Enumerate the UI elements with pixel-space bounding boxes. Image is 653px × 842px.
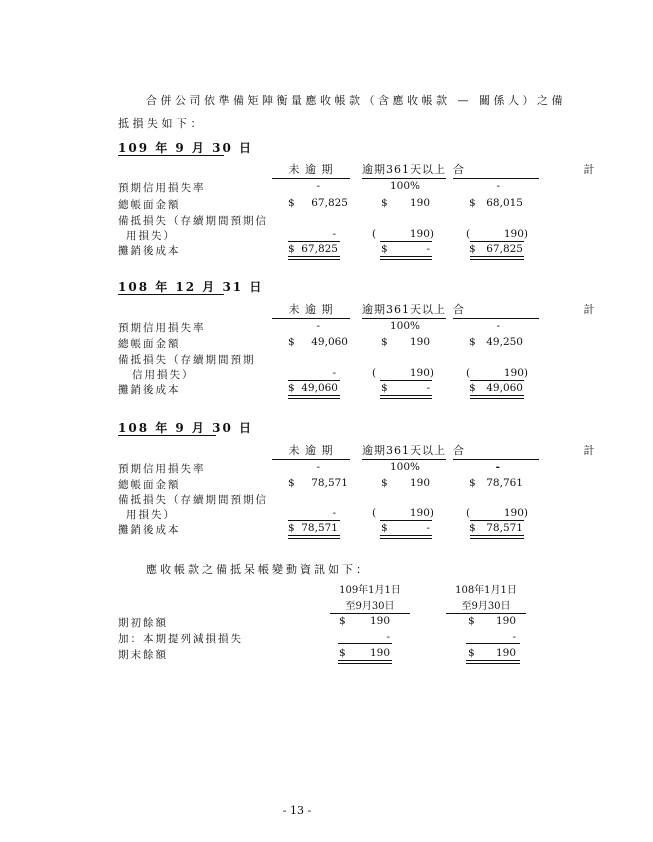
currency-sign: $ xyxy=(469,336,476,348)
value-allow-1: - xyxy=(332,507,336,519)
total-double-rule xyxy=(470,395,524,399)
value-allow-1: - xyxy=(332,228,336,240)
value-gross-2: 190 xyxy=(409,197,430,209)
intro-line-2: 抵損失如下： xyxy=(118,117,205,130)
value-gross-2: 190 xyxy=(409,336,430,348)
currency-sign: $ xyxy=(339,647,346,659)
header-overdue-361: 逾期361天以上 xyxy=(362,442,446,460)
row-label-allowance-cont: 用損失） xyxy=(126,509,176,521)
movement-col1-line2: 至9月30日 xyxy=(330,597,410,614)
total-double-rule xyxy=(380,395,432,399)
row-label-gross: 總帳面金額 xyxy=(118,338,181,350)
currency-sign: $ xyxy=(288,522,295,534)
total-double-rule xyxy=(466,660,520,664)
value-gross-1: 49,060 xyxy=(311,336,348,348)
value-allow-2: 190) xyxy=(409,507,434,519)
value-rate-1: - xyxy=(316,320,320,332)
row-label-allowance-cont: 信用損失） xyxy=(132,369,195,381)
currency-sign: $ xyxy=(288,336,295,348)
value-net-2: - xyxy=(426,522,430,534)
header-overdue-361: 逾期361天以上 xyxy=(362,161,446,179)
movement-opening-2: 190 xyxy=(495,615,516,627)
currency-sign: $ xyxy=(381,382,388,394)
row-label-rate: 預期信用損失率 xyxy=(118,322,206,334)
currency-sign: $ xyxy=(288,382,295,394)
currency-sign: $ xyxy=(469,243,476,255)
total-double-rule xyxy=(288,256,340,260)
row-label-allowance: 備抵損失（存續期間預期信 xyxy=(118,215,268,227)
currency-sign: $ xyxy=(468,615,475,627)
currency-sign: $ xyxy=(381,477,388,489)
paren-open: ( xyxy=(466,367,471,379)
subtotal-rule xyxy=(288,520,340,521)
currency-sign: $ xyxy=(381,197,388,209)
value-rate-3: - xyxy=(495,461,500,473)
value-net-2: - xyxy=(426,243,430,255)
subtotal-rule xyxy=(470,520,524,521)
row-label-rate: 預期信用損失率 xyxy=(118,463,206,475)
subtotal-rule xyxy=(466,643,520,644)
subtotal-rule xyxy=(338,643,392,644)
currency-sign: $ xyxy=(288,243,295,255)
currency-sign: $ xyxy=(381,336,388,348)
value-allow-2: 190) xyxy=(409,367,434,379)
currency-sign: $ xyxy=(381,522,388,534)
paren-open: ( xyxy=(466,507,471,519)
currency-sign: $ xyxy=(468,647,475,659)
row-label-allowance: 備抵損失（存續期間預期 xyxy=(118,354,256,366)
row-label-gross: 總帳面金額 xyxy=(118,479,181,491)
row-label-net: 攤銷後成本 xyxy=(118,384,181,396)
value-gross-3: 78,761 xyxy=(486,477,523,489)
value-gross-3: 68,015 xyxy=(486,197,523,209)
currency-sign: $ xyxy=(288,197,295,209)
currency-sign: $ xyxy=(469,382,476,394)
movement-impairment-1: - xyxy=(386,631,390,643)
movement-closing-1: 190 xyxy=(369,647,390,659)
total-double-rule xyxy=(380,256,432,260)
currency-sign: $ xyxy=(469,197,476,209)
value-rate-1: - xyxy=(316,461,320,473)
total-double-rule xyxy=(470,535,524,539)
subtotal-rule xyxy=(288,241,340,242)
movement-closing-2: 190 xyxy=(495,647,516,659)
value-allow-1: - xyxy=(332,367,336,379)
movement-title: 應收帳款之備抵呆帳變動資訊如下： xyxy=(146,563,370,576)
page-number: - 13 - xyxy=(282,804,312,817)
header-not-overdue: 未 逾 期 xyxy=(272,442,350,460)
movement-opening-1: 190 xyxy=(369,615,390,627)
section-date: 108 年 9 月 30 日 xyxy=(118,421,253,435)
header-total: 合 計 xyxy=(453,442,539,460)
total-double-rule xyxy=(288,535,340,539)
currency-sign: $ xyxy=(288,477,295,489)
header-not-overdue: 未 逾 期 xyxy=(272,301,350,319)
date-underline xyxy=(118,294,224,295)
header-not-overdue: 未 逾 期 xyxy=(272,161,350,179)
value-rate-2: 100% xyxy=(390,320,421,332)
value-rate-3: - xyxy=(496,320,500,332)
row-label-allowance: 備抵損失（存續期間預期信 xyxy=(118,494,268,506)
paren-open: ( xyxy=(372,228,377,240)
movement-row-closing: 期末餘額 xyxy=(118,649,168,661)
movement-row-opening: 期初餘額 xyxy=(118,617,168,629)
currency-sign: $ xyxy=(469,477,476,489)
value-rate-2: 100% xyxy=(390,461,421,473)
currency-sign: $ xyxy=(469,522,476,534)
subtotal-rule xyxy=(380,380,432,381)
currency-sign: $ xyxy=(381,243,388,255)
header-total: 合 計 xyxy=(453,301,539,319)
value-net-2: - xyxy=(426,382,430,394)
subtotal-rule xyxy=(380,520,432,521)
value-net-1: 49,060 xyxy=(301,382,338,394)
total-double-rule xyxy=(470,256,524,260)
subtotal-rule xyxy=(470,380,524,381)
total-double-rule xyxy=(338,660,392,664)
value-rate-1: - xyxy=(316,180,320,192)
date-underline xyxy=(118,155,224,156)
value-gross-2: 190 xyxy=(409,477,430,489)
row-label-rate: 預期信用損失率 xyxy=(118,182,206,194)
movement-col1-line1: 109年1月1日 xyxy=(339,585,401,596)
movement-impairment-2: - xyxy=(512,631,516,643)
value-gross-1: 67,825 xyxy=(311,197,348,209)
value-allow-3: 190) xyxy=(503,367,528,379)
header-overdue-361: 逾期361天以上 xyxy=(362,301,446,319)
row-label-net: 攤銷後成本 xyxy=(118,245,181,257)
row-label-net: 攤銷後成本 xyxy=(118,524,181,536)
header-total: 合 計 xyxy=(453,161,539,179)
total-double-rule xyxy=(380,535,432,539)
section-date: 109 年 9 月 30 日 xyxy=(118,141,253,155)
subtotal-rule xyxy=(288,380,340,381)
movement-col2-line1: 108年1月1日 xyxy=(455,585,517,596)
subtotal-rule xyxy=(470,241,524,242)
value-gross-1: 78,571 xyxy=(311,477,348,489)
value-allow-3: 190) xyxy=(503,507,528,519)
paren-open: ( xyxy=(372,367,377,379)
value-allow-2: 190) xyxy=(409,228,434,240)
total-double-rule xyxy=(288,395,340,399)
section-date: 108 年 12 月 31 日 xyxy=(118,280,264,294)
movement-row-impairment: 加：本期提列減損損失 xyxy=(118,633,243,645)
row-label-allowance-cont: 用損失） xyxy=(126,230,176,242)
movement-col2-line2: 至9月30日 xyxy=(446,597,526,614)
currency-sign: $ xyxy=(339,615,346,627)
value-rate-2: 100% xyxy=(390,180,421,192)
value-rate-3: - xyxy=(496,180,500,192)
date-underline xyxy=(118,435,216,436)
paren-open: ( xyxy=(372,507,377,519)
value-net-1: 67,825 xyxy=(301,243,338,255)
value-allow-3: 190) xyxy=(503,228,528,240)
value-gross-3: 49,250 xyxy=(486,336,523,348)
row-label-gross: 總帳面金額 xyxy=(118,199,181,211)
value-net-3: 78,571 xyxy=(486,522,523,534)
value-net-3: 49,060 xyxy=(486,382,523,394)
intro-line-1: 合併公司依準備矩陣衡量應收帳款（含應收帳款 — 關係人）之備 xyxy=(146,94,566,107)
subtotal-rule xyxy=(380,241,432,242)
paren-open: ( xyxy=(466,228,471,240)
value-net-3: 67,825 xyxy=(486,243,523,255)
value-net-1: 78,571 xyxy=(301,522,338,534)
